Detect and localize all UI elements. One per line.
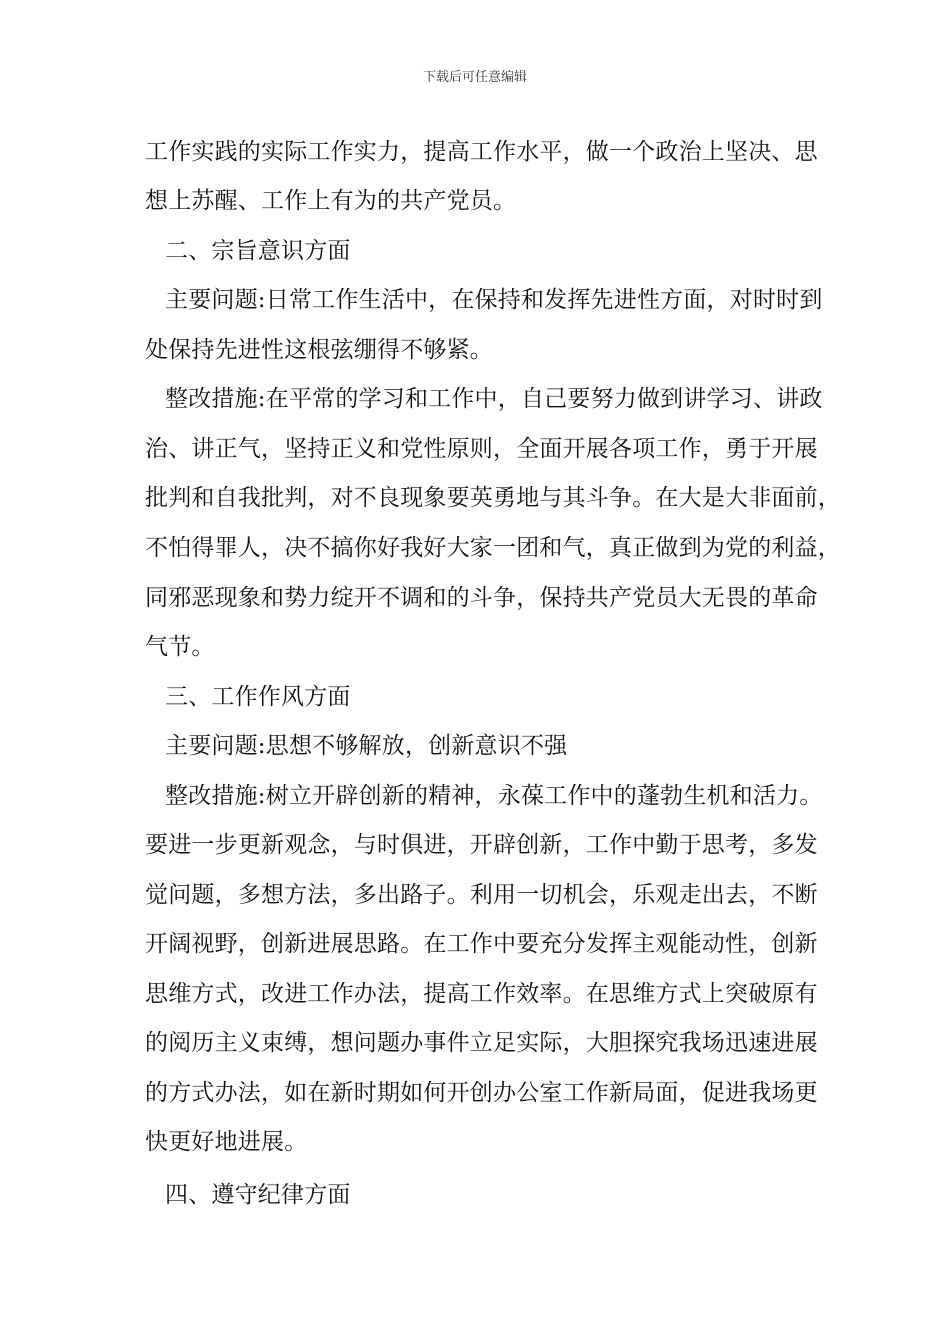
body-line: 批判和自我批判，对不良现象要英勇地与其斗争。在大是大非面前， — [145, 485, 841, 511]
section-heading: 二、宗旨意识方面 — [165, 238, 351, 264]
body-line: 思维方式，改进工作办法，提高工作效率。在思维方式上突破原有 — [145, 981, 818, 1007]
section-heading: 四、遵守纪律方面 — [165, 1182, 351, 1208]
body-line: 气节。 — [145, 634, 215, 660]
body-line: 要进一步更新观念，与时俱进，开辟创新，工作中勤于思考，多发 — [145, 832, 818, 858]
body-line: 主要问题:思想不够解放，创新意识不强 — [165, 733, 568, 759]
body-line: 处保持先进性这根弦绷得不够紧。 — [145, 337, 493, 363]
body-line: 的方式办法，如在新时期如何开创办公室工作新局面，促进我场更 — [145, 1080, 818, 1106]
body-line: 觉问题，多想方法，多出路子。利用一切机会，乐观走出去，不断 — [145, 882, 818, 908]
body-line: 整改措施:树立开辟创新的精神，永葆工作中的蓬勃生机和活力。 — [165, 783, 823, 809]
body-line: 工作实践的实际工作实力，提高工作水平，做一个政治上坚决、思 — [145, 139, 818, 165]
section-heading: 三、工作作风方面 — [165, 684, 351, 710]
body-line: 的阅历主义束缚，想问题办事件立足实际，大胆探究我场迅速进展 — [145, 1030, 818, 1056]
body-line: 治、讲正气，坚持正义和党性原则，全面开展各项工作，勇于开展 — [145, 436, 818, 462]
body-line: 主要问题:日常工作生活中，在保持和发挥先进性方面，对时时到 — [165, 287, 823, 313]
body-line: 不怕得罪人，决不搞你好我好大家一团和气，真正做到为党的利益， — [145, 535, 841, 561]
body-line: 开阔视野，创新进展思路。在工作中要充分发挥主观能动性，创新 — [145, 931, 818, 957]
body-line: 整改措施:在平常的学习和工作中，自己要努力做到讲学习、讲政 — [165, 386, 823, 412]
page-header: 下载后可任意编辑 — [422, 70, 527, 85]
body-line: 想上苏醒、工作上有为的共产党员。 — [145, 188, 517, 214]
body-line: 同邪恶现象和势力绽开不调和的斗争，保持共产党员大无畏的革命 — [145, 585, 818, 611]
body-line: 快更好地进展。 — [145, 1129, 308, 1155]
